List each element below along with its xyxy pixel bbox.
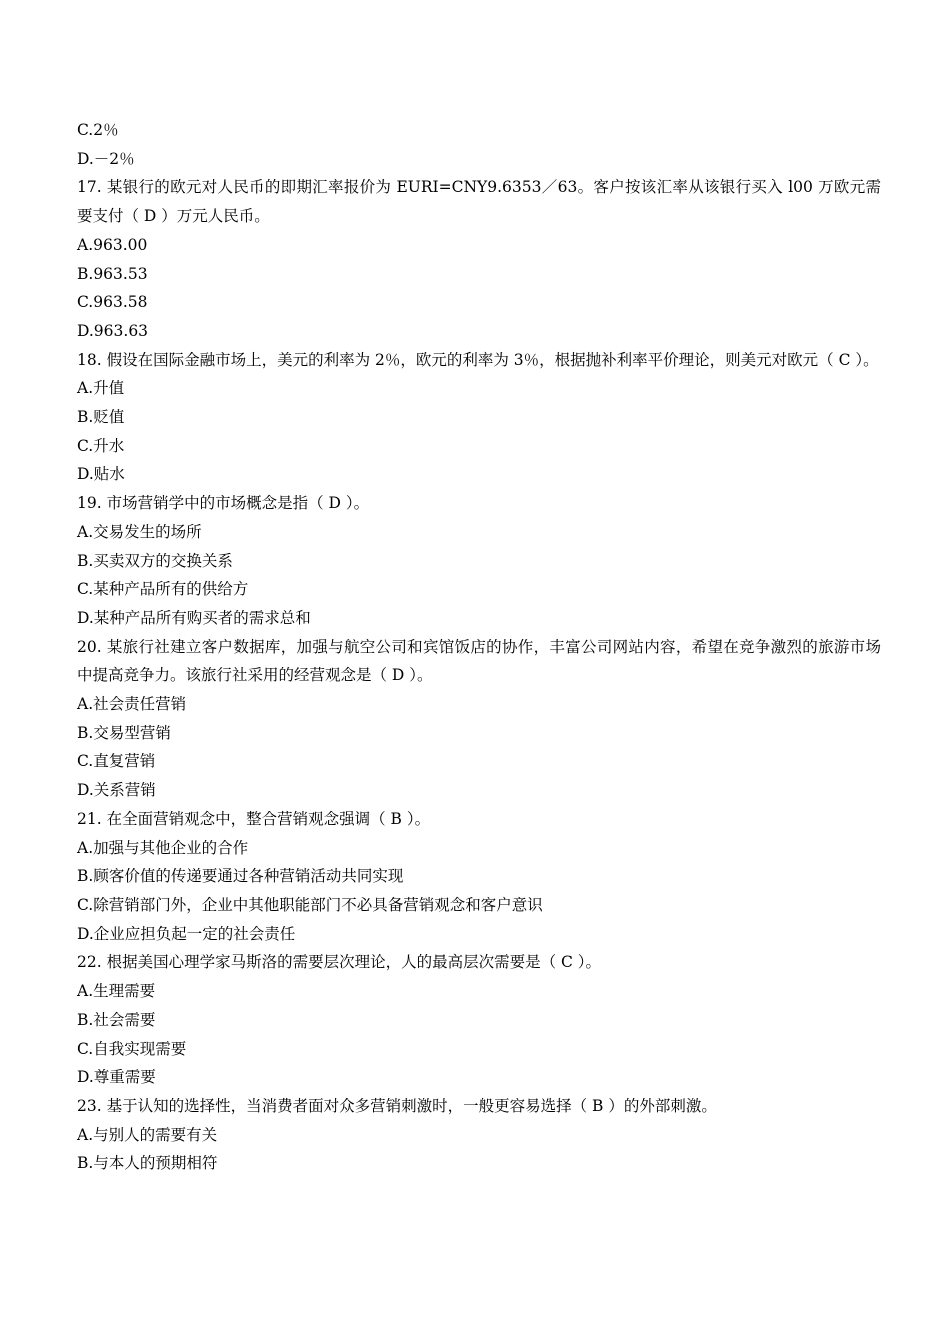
question-18: 18. 假设在国际金融市场上，美元的利率为 2％，欧元的利率为 3％，根据抛补利率平价理论，则美元对欧元（ C ）。 — [77, 350, 879, 369]
question-21: 21. 在全面营销观念中，整合营销观念强调（ B ）。 — [77, 809, 431, 828]
option-line: A.升值 — [77, 379, 125, 398]
option-line: A.加强与其他企业的合作 — [77, 838, 249, 857]
question-20: 20. 某旅行社建立客户数据库，加强与航空公司和宾馆饭店的协作，丰富公司网站内容，希望在竞争激烈的旅游市场中提高竞争力。该旅行社采用的经营观念是（ D ）。 — [77, 637, 881, 685]
option-line: B.963.53 — [77, 264, 148, 283]
option-line: B.与本人的预期相符 — [77, 1154, 218, 1173]
option-line: B.交易型营销 — [77, 723, 171, 742]
option-line: C.升水 — [77, 436, 125, 455]
option-line: D.－2％ — [77, 149, 135, 168]
question-17: 17. 某银行的欧元对人民币的即期汇率报价为 EURI=CNY9.6353／63。客户按该汇率从该银行买入 l00 万欧元需要支付（ D ）万元人民币。 — [77, 178, 881, 226]
option-line: B.社会需要 — [77, 1010, 156, 1029]
option-line: C.自我实现需要 — [77, 1039, 187, 1058]
question-23: 23. 基于认知的选择性，当消费者面对众多营销刺激时，一般更容易选择（ B ）的外部刺激。 — [77, 1096, 717, 1115]
option-line: C.直复营销 — [77, 752, 156, 771]
option-line: D.963.63 — [77, 321, 149, 340]
option-line: B.贬值 — [77, 408, 125, 427]
option-line: C.2％ — [77, 121, 119, 139]
option-line: A.963.00 — [77, 235, 148, 254]
option-line: D.某种产品所有购买者的需求总和 — [77, 608, 311, 627]
option-line: D.企业应担负起一定的社会责任 — [77, 924, 296, 943]
document-page — [77, 116, 881, 1178]
option-line: C.某种产品所有的供给方 — [77, 580, 249, 599]
option-line: B.顾客价值的传递要通过各种营销活动共同实现 — [77, 867, 404, 886]
option-line: C.963.58 — [77, 293, 148, 312]
question-19: 19. 市场营销学中的市场概念是指（ D ）。 — [77, 494, 370, 513]
option-line: D.贴水 — [77, 465, 125, 484]
option-line: A.交易发生的场所 — [77, 522, 202, 541]
option-line: A.生理需要 — [77, 982, 156, 1001]
option-line: A.社会责任营销 — [77, 695, 187, 714]
option-line: D.尊重需要 — [77, 1068, 156, 1087]
option-line: D.关系营销 — [77, 781, 156, 800]
question-22: 22. 根据美国心理学家马斯洛的需要层次理论，人的最高层次需要是（ C ）。 — [77, 953, 602, 972]
option-line: A.与别人的需要有关 — [77, 1125, 218, 1144]
option-line: C.除营销部门外，企业中其他职能部门不必具备营销观念和客户意识 — [77, 895, 543, 914]
option-line: B.买卖双方的交换关系 — [77, 551, 233, 570]
